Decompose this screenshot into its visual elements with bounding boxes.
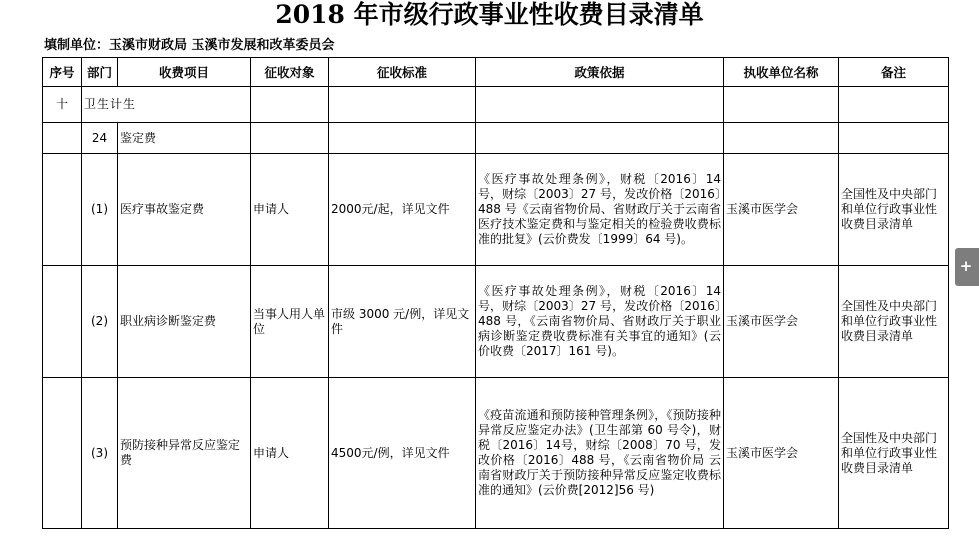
collecting-unit: 玉溪市医学会 [724,378,839,529]
empty-cell [329,123,476,154]
fee-target: 申请人 [251,154,329,266]
compiling-unit: 填制单位：玉溪市财政局 玉溪市发展和改革委员会 [44,38,335,53]
document-title: 2018 年市级行政事业性收费目录清单 [275,0,704,29]
category-number: 十 [43,87,82,123]
remarks: 全国性及中央部门和单位行政事业性收费目录清单 [839,378,949,529]
empty-cell [251,87,329,123]
policy-basis: 《医疗事故处理条例》，财税〔2016〕14 号，财综〔2003〕27 号，发改价格〔2016〕488 号《云南省物价局、省财政厅关于云南省医疗技术鉴定费和与鉴定相关的检验费收费标准的批复》(云价费发〔1999〕64 号)。 [476,154,724,266]
header-target: 征收对象 [251,58,329,87]
group-number: 24 [82,123,118,154]
empty-cell [724,123,839,154]
header-fee-item: 收费项目 [118,58,251,87]
group-name: 鉴定费 [118,123,251,154]
group-row [43,123,949,154]
row-number: (1) [82,154,118,266]
header-standard: 征收标准 [329,58,476,87]
empty-cell [839,87,949,123]
empty-cell [724,87,839,123]
empty-cell [43,123,82,154]
empty-cell [476,87,724,123]
empty-cell [43,266,82,378]
fee-item: 职业病诊断鉴定费 [118,266,251,378]
empty-cell [839,123,949,154]
empty-cell [329,87,476,123]
remarks: 全国性及中央部门和单位行政事业性收费目录清单 [839,154,949,266]
fee-item: 医疗事故鉴定费 [118,154,251,266]
collecting-unit: 玉溪市医学会 [724,154,839,266]
header-collecting-unit: 执收单位名称 [724,58,839,87]
table-row [43,266,949,378]
fee-standard: 4500元/例，详见文件 [329,378,476,529]
fee-standard: 市级 3000 元/例，详见文件 [329,266,476,378]
category-row [43,87,949,123]
policy-basis: 《疫苗流通和预防接种管理条例》，《预防接种异常反应鉴定办法》(卫生部第 60 号令)，财税〔2016〕14号，财综〔2008〕70 号，发改价格〔2016〕488 号，《云南省物价局 云南省财政厅关于预防接种异常反应鉴定收费标准的通知》(云价费[2012]56 号) [476,378,724,529]
empty-cell [251,123,329,154]
empty-cell [476,123,724,154]
fee-standard: 2000元/起，详见文件 [329,154,476,266]
table-row [43,378,949,529]
header-department: 部门 [82,58,118,87]
header-row [43,58,949,87]
table-row [43,154,949,266]
header-no: 序号 [43,58,82,87]
empty-cell [43,154,82,266]
empty-cell [43,378,82,529]
category-name: 卫生计生 [82,87,251,123]
fee-target: 当事人用人单位 [251,266,329,378]
policy-basis: 《医疗事故处理条例》，财税〔2016〕14 号，财综〔2003〕27 号，发改价格〔2016〕488 号，《云南省物价局、省财政厅关于职业病诊断鉴定费收费标准有关事宜的通知》(云价收费〔2017〕161 号)。 [476,266,724,378]
fee-catalog-table [42,57,949,529]
remarks: 全国性及中央部门和单位行政事业性收费目录清单 [839,266,949,378]
row-number: (3) [82,378,118,529]
collecting-unit: 玉溪市医学会 [724,266,839,378]
fee-target: 申请人 [251,378,329,529]
plus-icon: + [959,257,973,275]
fee-item: 预防接种异常反应鉴定费 [118,378,251,529]
header-remarks: 备注 [839,58,949,87]
header-policy-basis: 政策依据 [476,58,724,87]
row-number: (2) [82,266,118,378]
expand-side-tab[interactable] [955,248,979,286]
